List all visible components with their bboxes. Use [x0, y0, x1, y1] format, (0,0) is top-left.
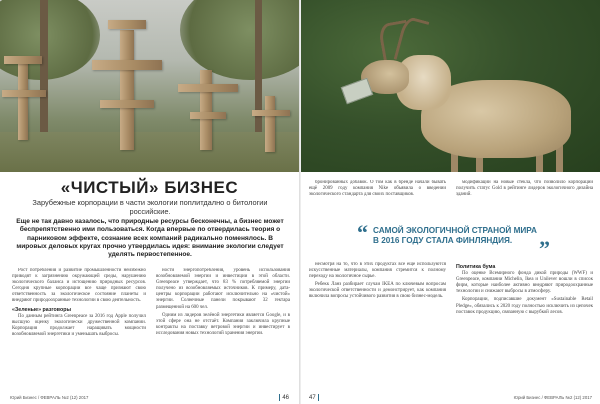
- paragraph: несмотря на то, что в этих продуктах все еще используются искусственные материалы, компания стремится к полному переходу на экологичное сырье.: [309, 262, 446, 280]
- right-top-column-1: [309, 180, 446, 220]
- paragraph: Корпорации, подписавшие документ «Sustainable Retail Pledge», обязались к 2020 году полностью исключить из цепочек поставок продукцию, связанную с вырубкой лесов.: [456, 297, 593, 315]
- right-top-columns: [309, 180, 593, 220]
- section-heading: «Зеленые» разговоры: [12, 306, 71, 313]
- article-title: «ЧИСТЫЙ» БИЗНЕС: [60, 178, 239, 197]
- section-heading: Политика бума: [456, 264, 496, 270]
- pull-quote: [309, 220, 593, 261]
- paragraph: Рост потребления и развитие промышленности неизбежно приводят к загрязнению окружающей среды, нарушению экологического баланса и истощению природных ресурсов. Сегодня крупные корпорации все чаще признают свою ответственность за экологическое состояние планеты и внедряют природоохранные технологии в свою деятельность.: [12, 268, 146, 304]
- page-number-left: 46: [277, 394, 289, 401]
- footer-right: Юрий Бизнес / ФЕВРАЛЬ №2 (12) 2017: [513, 395, 592, 400]
- left-column-1: [12, 268, 146, 386]
- quote-open-icon: “: [357, 220, 368, 245]
- deer-photo: [301, 0, 600, 172]
- article-subtitle: Зарубежные корпорации в части экологии поплитдално о битологии российские.: [32, 198, 268, 216]
- article-lead: Еще не так давно казалось, что природные ресурсы бесконечны, а бизнес может беспрепятственно ими пользоваться. Когда впервые по отвердилась теория о парниковом эффекте, сознание всех компаний радикально поменялось. В мировых деловых кругах прочно утвердилась идея: внимание экологии следует уделять первостепенное.: [16, 218, 284, 259]
- paragraph: бронированных добавок. О том как в бренде начали бывать ещё 2009 году компания Nike объявила о введении экологического стандарта для своих поставщиков.: [309, 180, 446, 198]
- paragraph: ности энергопотребления, уровень использования возобновляемой энергии и инвестиции в этой области. Greenpeace утверждает, что 83 % потребляемой энергии получено из возобновляемых источников. К примеру, дата-центры корпорации работают исключительно на «чистой» энергии. Солнечные панели покрывают 32 гектара размещенной на 600 чел.: [156, 268, 290, 310]
- right-bottom-columns: [309, 262, 593, 386]
- left-columns: [12, 268, 290, 386]
- paragraph: модификации на новые стекла, что позволило корпорации получить статус Gold в рейтинге лидеров экологичного дизайна зданий.: [456, 180, 593, 198]
- right-bottom-column-1: [309, 262, 446, 386]
- wooden-sculptures-photo: [0, 0, 299, 172]
- paragraph: Ребекк Ланз разбирает случаи IKEA по ключевым вопросам экологической ответственности и демонстрирует, как компания включила вопросы устойчивого развития в свою бизнес-модель.: [309, 282, 446, 300]
- paragraph: По оценке Всемирного фонда дикой природы (WWF) и Greenpeace, компании Michelin, Ikea и Unilever вошли в список фирм, которые наиболее активно внедряют природоохранные технологии и снижают выбросы в атмосферу.: [456, 271, 593, 295]
- right-top-column-2: [456, 180, 593, 220]
- footer-left: Юрий Бизнес / ФЕВРАЛЬ №2 (12) 2017: [10, 395, 89, 400]
- paragraph: По данным рейтинга Greenpeace за 2016 год Apple получил высшую оценку экологически дружественной компании. Корпорация продолжает наращивать мощности возобновляемой энергетики и уменьшать выбросы.: [12, 313, 146, 337]
- page-number-right: 47: [309, 394, 321, 401]
- left-column-2: [156, 268, 290, 386]
- left-page: [0, 0, 299, 404]
- right-bottom-column-2: [456, 262, 593, 386]
- paragraph: Одним из лидеров зелёной энергетики является Google, и в этой сфере она не отстаёт. Компания заключила крупные контракты на поставку ветровой энергии и инвестирует в исследования новых технологий хранения энергии.: [156, 312, 290, 336]
- pull-quote-text: САМОЙ ЭКОЛОГИЧНОЙ СТРАНОЙ МИРА В 2016 ГОДУ СТАЛА ФИНЛЯНДИЯ.: [373, 226, 537, 245]
- quote-close-icon: ”: [539, 236, 550, 261]
- right-page: [301, 0, 600, 404]
- banknote-in-mouth: [341, 78, 373, 104]
